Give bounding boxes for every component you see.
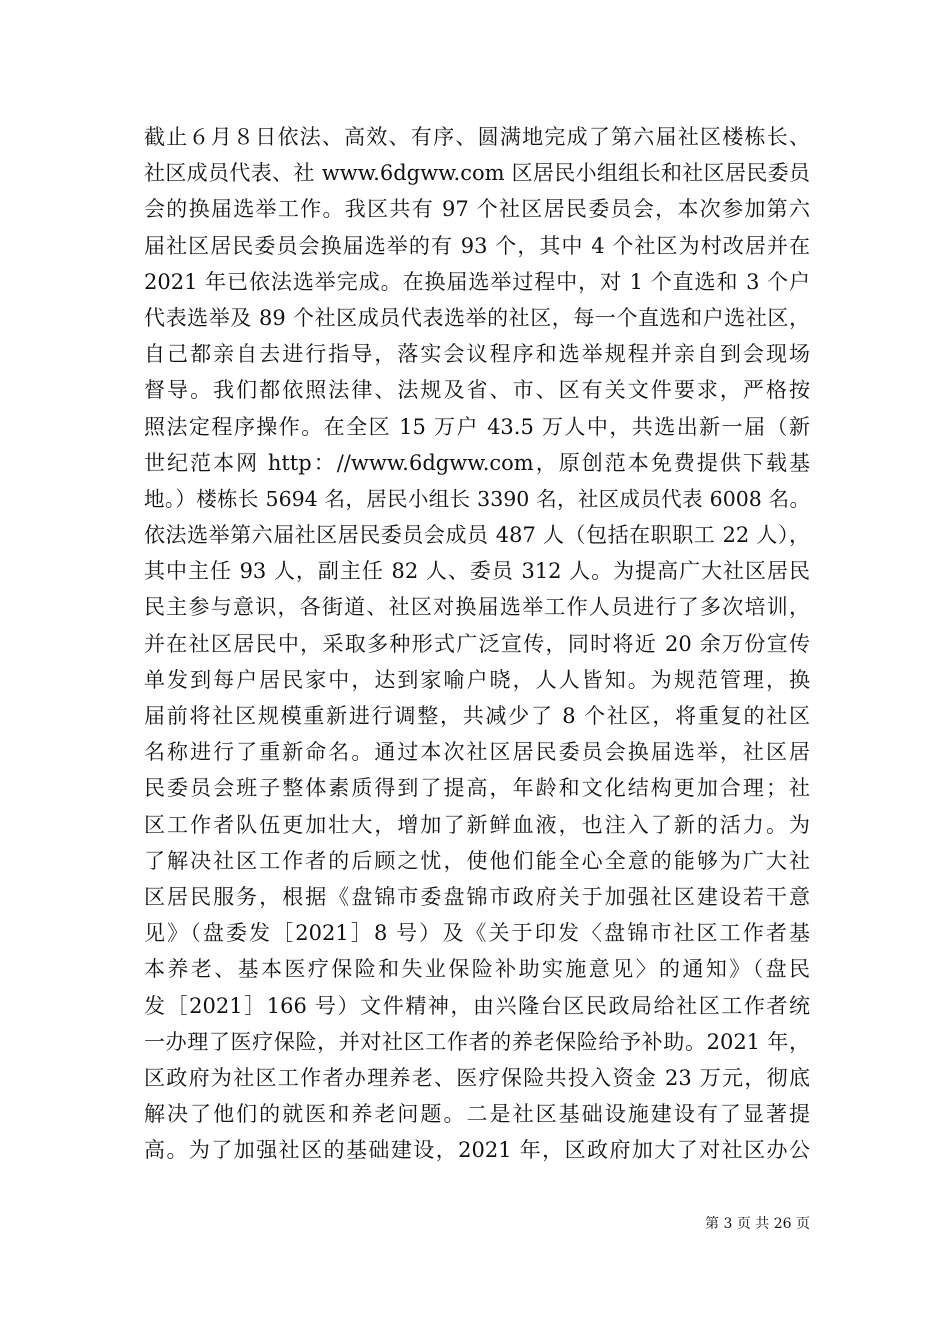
text-line: 2021 年已依法选举完成。在换届选举过程中，对 1 个直选和 3 个户	[144, 269, 810, 294]
text-line: 依法选举第六届社区居民委员会成员 487 人（包括在职职工 22 人），	[144, 523, 810, 548]
text-line: 其中主任 93 人，副主任 82 人、委员 312 人。为提高广大社区居民	[144, 559, 810, 584]
text-line: 见》（盘委发［2021］8 号）及《关于印发〈盘锦市社区工作者基	[144, 921, 810, 946]
text-line: 自己都亲自去进行指导，落实会议程序和选举规程并亲自到会现场	[144, 342, 810, 367]
text-line: 区工作者队伍更加壮大，增加了新鲜血液，也注入了新的活力。为	[144, 812, 810, 837]
text-line: 照法定程序操作。在全区 15 万户 43.5 万人中，共选出新一届（新	[144, 414, 810, 439]
text-line: 民委员会班子整体素质得到了提高，年龄和文化结构更加合理；社	[144, 776, 810, 801]
text-line: 一办理了医疗保险，并对社区工作者的养老保险给予补助。2021 年，	[144, 1029, 810, 1054]
text-line: 民主参与意识，各街道、社区对换届选举工作人员进行了多次培训，	[144, 595, 810, 620]
text-line: 社区成员代表、社 www.6dgww.com 区居民小组组长和社区居民委员	[144, 161, 810, 186]
text-line: 代表选举及 89 个社区成员代表选举的社区，每一个直选和户选社区，	[144, 305, 810, 330]
text-line: 区居民服务，根据《盘锦市委盘锦市政府关于加强社区建设若干意	[144, 884, 810, 909]
text-line: 督导。我们都依照法律、法规及省、市、区有关文件要求，严格按	[144, 378, 810, 403]
text-line: 世纪范本网 http：//www.6dgww.com，原创范本免费提供下载基	[144, 450, 810, 475]
body-paragraph	[144, 119, 810, 1168]
text-line: 解决了他们的就医和养老问题。二是社区基础设施建设有了显著提	[144, 1102, 810, 1127]
text-line: 地。）楼栋长 5694 名，居民小组长 3390 名，社区成员代表 6008 名。	[144, 486, 810, 511]
text-line: 单发到每户居民家中，达到家喻户晓，人人皆知。为规范管理，换	[144, 667, 810, 692]
text-line: 区政府为社区工作者办理养老、医疗保险共投入资金 23 万元，彻底	[144, 1065, 810, 1090]
text-line: 发［2021］166 号）文件精神，由兴隆台区民政局给社区工作者统	[144, 993, 810, 1018]
page-number-footer: 第 3 页 共 26 页	[705, 1216, 810, 1232]
text-line: 届前将社区规模重新进行调整，共减少了 8 个社区，将重复的社区	[144, 704, 810, 728]
text-line: 了解决社区工作者的后顾之忧，使他们能全心全意的能够为广大社	[144, 848, 810, 873]
text-line: 截止６月８日依法、高效、有序、圆满地完成了第六届社区楼栋长、	[144, 125, 810, 149]
text-line: 并在社区居民中，采取多种形式广泛宣传，同时将近 20 余万份宣传	[144, 631, 810, 656]
text-line: 届社区居民委员会换届选举的有 93 个，其中 4 个社区为村改居并在	[144, 233, 810, 258]
text-line: 会的换届选举工作。我区共有 97 个社区居民委员会，本次参加第六	[144, 197, 810, 222]
text-line: 本养老、基本医疗保险和失业保险补助实施意见〉的通知》（盘民	[144, 957, 810, 982]
text-line: 高。为了加强社区的基础建设，2021 年，区政府加大了对社区办公	[144, 1138, 810, 1163]
text-line: 名称进行了重新命名。通过本次社区居民委员会换届选举，社区居	[144, 740, 810, 765]
